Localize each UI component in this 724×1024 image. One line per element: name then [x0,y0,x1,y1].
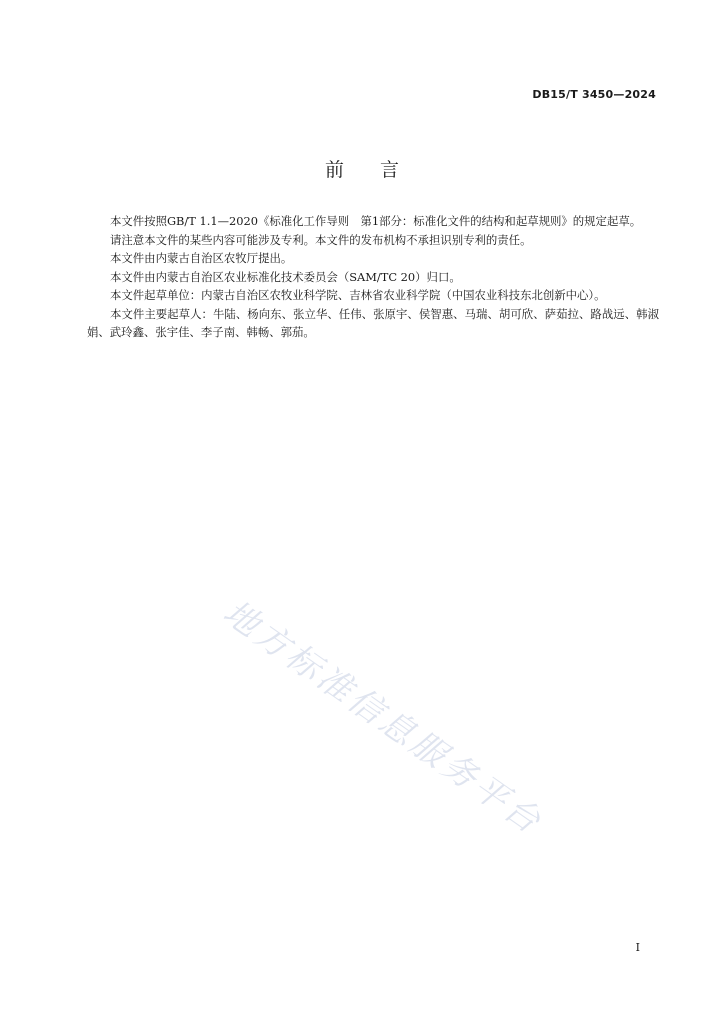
paragraph-patent-notice: 请注意本文件的某些内容可能涉及专利。本文件的发布机构不承担识别专利的责任。 [110,232,532,247]
preface-body [87,212,659,342]
standard-code: DB15/T 3450—2024 [532,88,656,101]
watermark: 地方标准信息服务平台 [215,592,551,844]
page-number: I [635,941,640,954]
paragraph-drafting-rules: 本文件按照GB/T 1.1—2020《标准化工作导则 第1部分：标准化文件的结构和起草规则》的规定起草。 [110,214,642,228]
paragraph-drafting-organizations: 本文件起草单位：内蒙古自治区农牧业科学院、吉林省农业科学院（中国农业科技东北创新中心）。 [110,288,606,302]
paragraph-drafters: 本文件主要起草人：牛陆、杨向东、张立华、任伟、张原宇、侯智惠、马瑞、胡可欣、萨茹拉、路战远、韩淑娟、武玲鑫、张宇佳、李子南、韩畅、郭茄。 [87,306,659,339]
section-title: 前言 [324,159,435,181]
paragraph-technical-committee: 本文件由内蒙古自治区农业标准化技术委员会（SAM/TC 20）归口。 [110,269,461,284]
paragraph-proposer: 本文件由内蒙古自治区农牧厅提出。 [110,251,293,265]
